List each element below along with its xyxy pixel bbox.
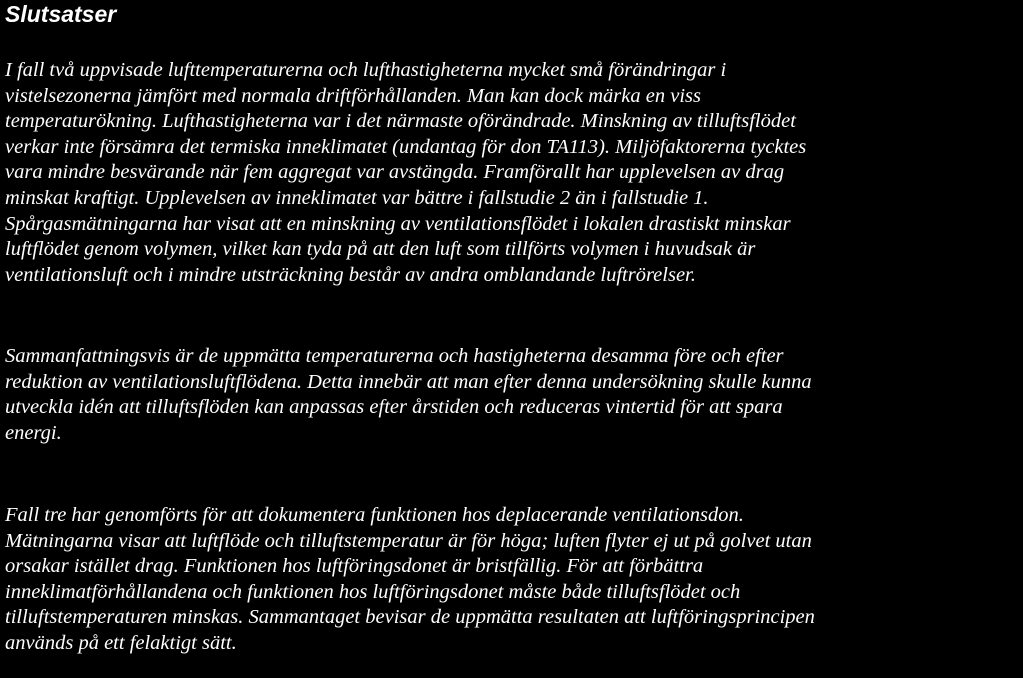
paragraph-1: [5, 58, 806, 288]
paragraph-line: Mätningarna visar att luftflöde och tilluftstemperatur är för höga; luften flyter ej ut på golvet utan: [5, 529, 812, 552]
paragraph-line: Spårgasmätningarna har visat att en minskning av ventilationsflödet i lokalen drastiskt minskar: [5, 212, 791, 235]
paragraph-line: luftflödet genom volymen, vilket kan tyda på att den luft som tillförts volymen i huvudsak är: [5, 238, 756, 261]
paragraph-line: temperaturökning. Lufthastigheterna var i det närmaste oförändrade. Minskning av tilluftsflödet: [5, 110, 796, 133]
section-heading: Slutsatser: [5, 1, 117, 27]
paragraph-line: vistelsezonerna jämfört med normala driftförhållanden. Man kan dock märka en viss: [5, 84, 701, 107]
paragraph-line: inneklimatförhållandena och funktionen hos luftföringsdonet måste både tilluftsflödet och: [5, 580, 741, 603]
paragraph-line: Fall tre har genomförts för att dokumentera funktionen hos deplacerande ventilationsdon.: [5, 504, 744, 526]
paragraph-line: utveckla idén att tilluftsflöden kan anpassas efter årstiden och reduceras vintertid för att spara: [5, 396, 783, 419]
paragraph-line: minskat kraftigt. Upplevelsen av inneklimatet var bättre i fallstudie 2 än i fallstudie 1.: [5, 186, 709, 209]
paragraph-line: används på ett felaktigt sätt.: [5, 631, 237, 654]
paragraph-line: Sammanfattningsvis är de uppmätta temperaturerna och hastigheterna desamma före och efter: [5, 345, 784, 367]
paragraph-line: I fall två uppvisade lufttemperaturerna och lufthastigheterna mycket små förändringar i: [5, 59, 727, 81]
paragraph-3: [5, 503, 815, 657]
paragraph-2: [5, 344, 812, 446]
paragraph-line: vara mindre besvärande när fem aggregat var avstängda. Framförallt har upplevelsen av drag: [5, 161, 785, 184]
paragraph-line: orsakar istället drag. Funktionen hos luftföringsdonet är bristfällig. För att förbättra: [5, 555, 704, 578]
paragraph-line: energi.: [5, 421, 62, 444]
paragraph-line: tilluftstemperaturen minskas. Sammantaget bevisar de uppmätta resultaten att luftföringsprincipen: [5, 606, 815, 629]
paragraph-line: verkar inte försämra det termiska inneklimatet (undantag för don TA113). Miljöfaktorerna tycktes: [5, 135, 807, 158]
paragraph-line: ventilationsluft och i mindre utsträckning består av andra omblandande luftrörelser.: [5, 263, 696, 286]
paragraph-line: reduktion av ventilationsluftflödena. Detta innebär att man efter denna undersökning skulle kunna: [5, 370, 812, 393]
